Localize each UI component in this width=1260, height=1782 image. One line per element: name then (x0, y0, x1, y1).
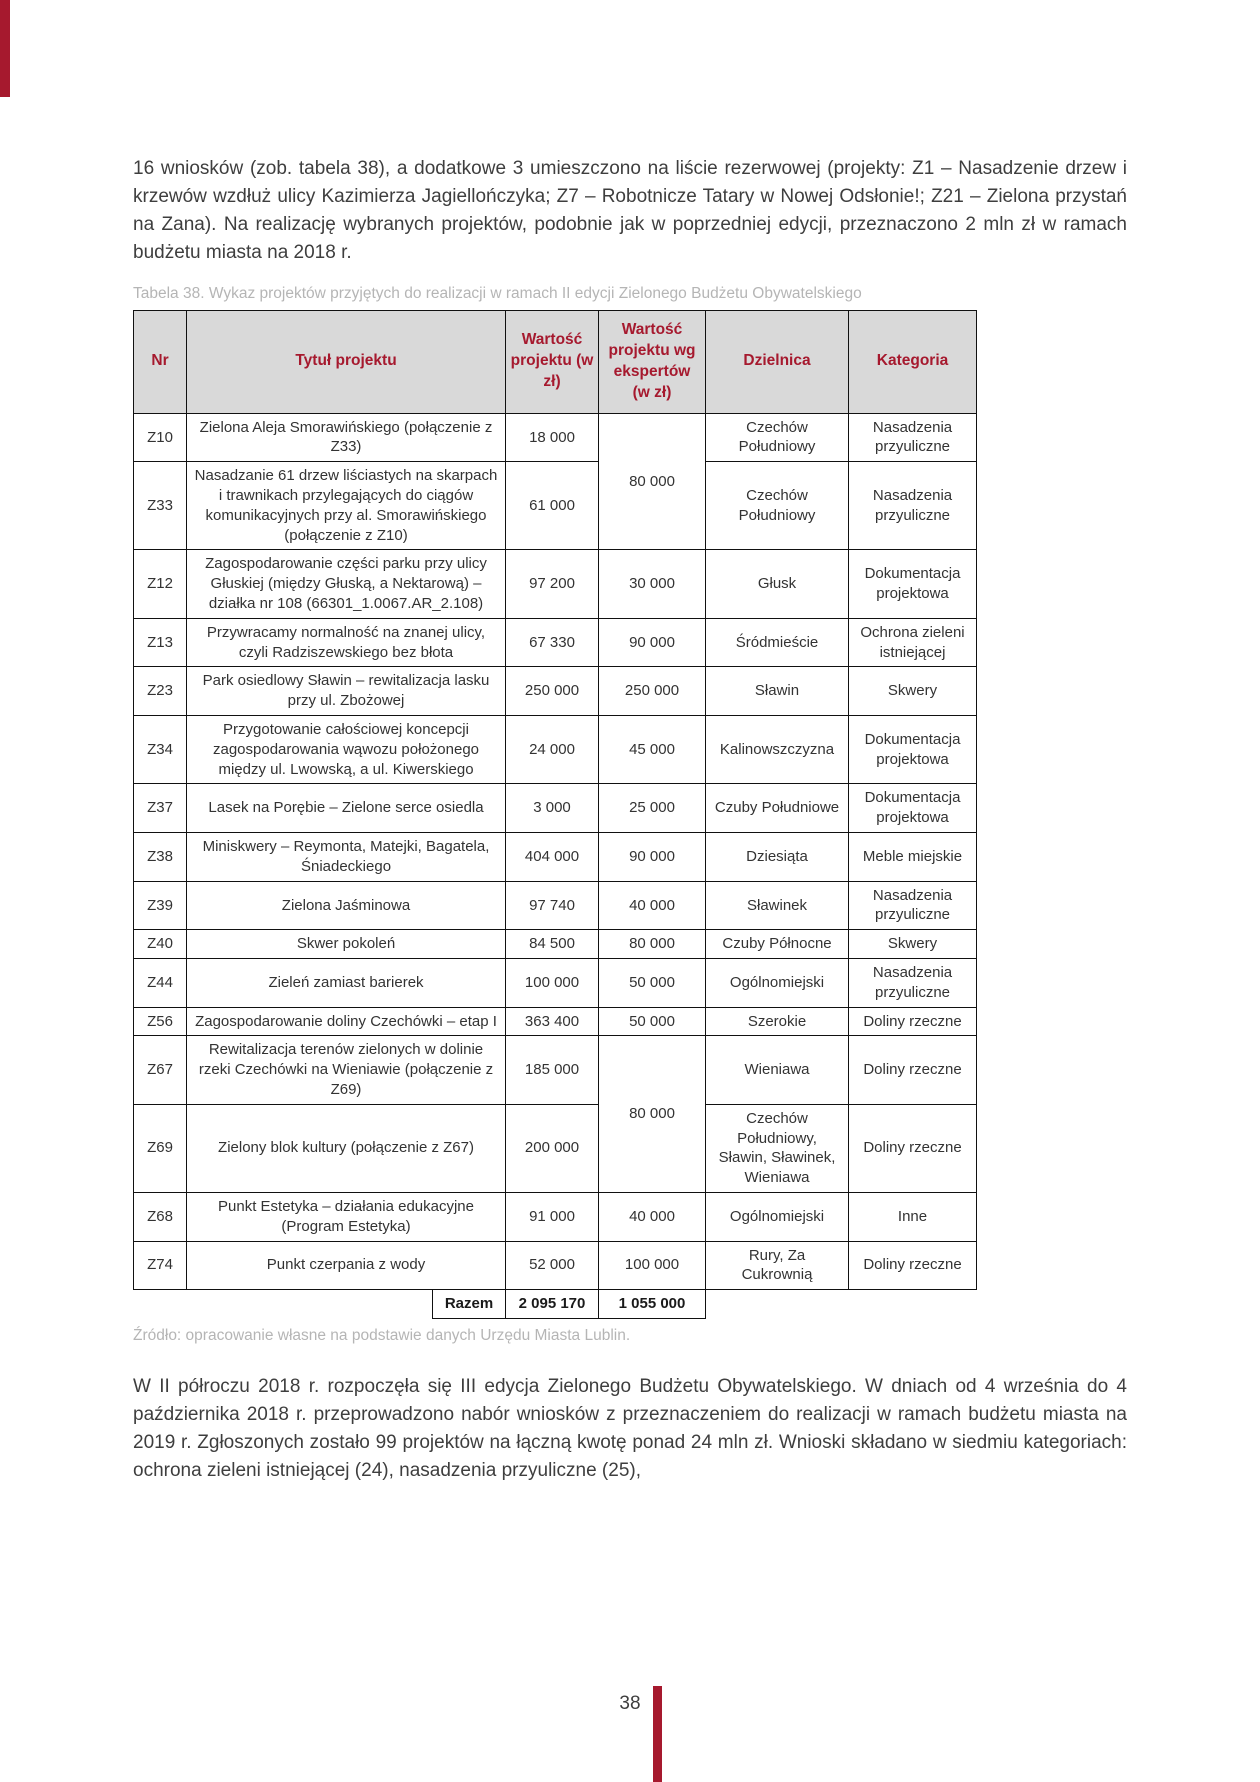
table-row (134, 1036, 977, 1104)
cell-expert-value: 90 000 (599, 618, 706, 667)
header-value: Wartość projektu (w zł) (506, 311, 599, 414)
total-expert-value: 1 055 000 (599, 1290, 706, 1319)
cell-expert-value: 250 000 (599, 667, 706, 716)
cell-district: Sławinek (706, 881, 849, 930)
cell-project-title: Lasek na Porębie – Zielone serce osiedla (187, 784, 506, 833)
cell-project-title: Przygotowanie całościowej koncepcji zagospodarowania wąwozu położonego między ul. Lwowską, a ul. Kiwerskiego (187, 716, 506, 784)
cell-project-title: Zielona Jaśminowa (187, 881, 506, 930)
cell-project-id: Z23 (134, 667, 187, 716)
cell-project-value: 200 000 (506, 1104, 599, 1192)
cell-project-title: Nasadzanie 61 drzew liściastych na skarpach i trawnikach przylegających do ciągów komunikacyjnych przy al. Smorawińskiego (połączenie z Z10) (187, 462, 506, 550)
cell-category: Ochrona zieleni istniejącej (849, 618, 977, 667)
header-district: Dzielnica (706, 311, 849, 414)
table-caption: Tabela 38. Wykaz projektów przyjętych do realizacji w ramach II edycji Zielonego Budżetu Obywatelskiego (133, 285, 862, 302)
cell-expert-value: 40 000 (599, 1192, 706, 1241)
cell-project-title: Przywracamy normalność na znanej ulicy, czyli Radziszewskiego bez błota (187, 618, 506, 667)
cell-district: Rury, Za Cukrownią (706, 1241, 849, 1290)
cell-project-value: 97 740 (506, 881, 599, 930)
cell-category: Nasadzenia przyuliczne (849, 462, 977, 550)
cell-category: Doliny rzeczne (849, 1036, 977, 1104)
cell-category: Skwery (849, 930, 977, 959)
cell-expert-value: 40 000 (599, 881, 706, 930)
cell-expert-value: 25 000 (599, 784, 706, 833)
cell-district: Czechów Południowy (706, 413, 849, 462)
cell-project-value: 84 500 (506, 930, 599, 959)
cell-project-id: Z56 (134, 1007, 187, 1036)
projects-table (133, 310, 977, 1319)
table-header-row (134, 311, 977, 414)
cell-project-title: Punkt czerpania z wody (187, 1241, 506, 1290)
cell-project-value: 52 000 (506, 1241, 599, 1290)
cell-category: Dokumentacja projektowa (849, 716, 977, 784)
cell-district: Czuby Południowe (706, 784, 849, 833)
cell-project-value: 185 000 (506, 1036, 599, 1104)
cell-project-id: Z13 (134, 618, 187, 667)
cell-category: Nasadzenia przyuliczne (849, 881, 977, 930)
source-note: Źródło: opracowanie własne na podstawie danych Urzędu Miasta Lublin. (133, 1326, 631, 1344)
cell-district: Ogólnomiejski (706, 959, 849, 1008)
table-row (134, 716, 977, 784)
total-spacer-right-2 (849, 1290, 977, 1319)
table-row (134, 462, 977, 550)
cell-district: Śródmieście (706, 618, 849, 667)
total-label: Razem (433, 1290, 506, 1319)
cell-project-id: Z39 (134, 881, 187, 930)
cell-expert-value: 30 000 (599, 550, 706, 618)
cell-project-value: 24 000 (506, 716, 599, 784)
cell-district: Głusk (706, 550, 849, 618)
cell-project-title: Punkt Estetyka – działania edukacyjne (Program Estetyka) (187, 1192, 506, 1241)
cell-project-value: 97 200 (506, 550, 599, 618)
total-spacer-left (134, 1290, 433, 1319)
cell-district: Wieniawa (706, 1036, 849, 1104)
table-row (134, 618, 977, 667)
cell-district: Czechów Południowy (706, 462, 849, 550)
cell-project-value: 61 000 (506, 462, 599, 550)
cell-category: Inne (849, 1192, 977, 1241)
cell-project-value: 100 000 (506, 959, 599, 1008)
table-row (134, 413, 977, 462)
cell-category: Nasadzenia przyuliczne (849, 413, 977, 462)
cell-project-title: Rewitalizacja terenów zielonych w dolinie rzeki Czechówki na Wieniawie (połączenie z Z69) (187, 1036, 506, 1104)
cell-district: Kalinowszczyzna (706, 716, 849, 784)
cell-project-title: Park osiedlowy Sławin – rewitalizacja lasku przy ul. Zbożowej (187, 667, 506, 716)
cell-category: Dokumentacja projektowa (849, 784, 977, 833)
cell-district: Czechów Południowy, Sławin, Sławinek, Wieniawa (706, 1104, 849, 1192)
cell-project-value: 250 000 (506, 667, 599, 716)
cell-project-id: Z44 (134, 959, 187, 1008)
cell-district: Ogólnomiejski (706, 1192, 849, 1241)
total-project-value: 2 095 170 (506, 1290, 599, 1319)
cell-project-id: Z33 (134, 462, 187, 550)
cell-expert-value: 50 000 (599, 1007, 706, 1036)
cell-project-id: Z69 (134, 1104, 187, 1192)
cell-district: Sławin (706, 667, 849, 716)
cell-expert-value: 45 000 (599, 716, 706, 784)
table-row (134, 881, 977, 930)
cell-category: Meble miejskie (849, 833, 977, 882)
cell-expert-value-merged: 80 000 (599, 413, 706, 550)
header-title: Tytuł projektu (187, 311, 506, 414)
intro-paragraph: 16 wniosków (zob. tabela 38), a dodatkowe 3 umieszczono na liście rezerwowej (projekty: Z1 – Nasadzenie drzew i krzewów wzdłuż ulicy Kazimierza Jagiellończyka; Z7 – Robotnicze Tatary w Nowej Odsłonie!; Z21 – Zielona przystań na Zana). Na realizację wybranych projektów, podobnie jak w poprzedniej edycji, przeznaczono 2 mln zł w ramach budżetu miasta na 2018 r. (133, 158, 1127, 263)
table-total-row (134, 1290, 977, 1319)
page-number: 38 (619, 1693, 641, 1714)
footer-accent-bar (653, 1686, 662, 1782)
cell-project-title: Skwer pokoleń (187, 930, 506, 959)
cell-district: Dziesiąta (706, 833, 849, 882)
cell-project-title: Zielona Aleja Smorawińskiego (połączenie z Z33) (187, 413, 506, 462)
table-row (134, 550, 977, 618)
cell-project-id: Z12 (134, 550, 187, 618)
cell-project-id: Z67 (134, 1036, 187, 1104)
cell-project-value: 18 000 (506, 413, 599, 462)
cell-project-id: Z68 (134, 1192, 187, 1241)
cell-expert-value-merged: 80 000 (599, 1036, 706, 1193)
closing-paragraph: W II półroczu 2018 r. rozpoczęła się III edycja Zielonego Budżetu Obywatelskiego. W dniach od 4 września do 4 października 2018 r. przeprowadzono nabór wniosków z przeznaczeniem do realizacji w ramach budżetu miasta na 2019 r. Zgłoszonych zostało 99 projektów na łączną kwotę ponad 24 mln zł. Wnioski składano w siedmiu kategoriach: ochrona zieleni istniejącej (24), nasadzenia przyuliczne (25), (133, 1375, 1127, 1481)
cell-project-id: Z40 (134, 930, 187, 959)
table-row (134, 784, 977, 833)
table-row (134, 667, 977, 716)
header-nr: Nr (134, 311, 187, 414)
table-row (134, 1007, 977, 1036)
table-row (134, 1241, 977, 1290)
cell-expert-value: 90 000 (599, 833, 706, 882)
cell-project-value: 3 000 (506, 784, 599, 833)
cell-category: Doliny rzeczne (849, 1007, 977, 1036)
table-row (134, 930, 977, 959)
cell-district: Szerokie (706, 1007, 849, 1036)
cell-expert-value: 50 000 (599, 959, 706, 1008)
cell-project-value: 91 000 (506, 1192, 599, 1241)
cell-expert-value: 100 000 (599, 1241, 706, 1290)
cell-project-title: Zielony blok kultury (połączenie z Z67) (187, 1104, 506, 1192)
table-row (134, 1192, 977, 1241)
cell-project-id: Z74 (134, 1241, 187, 1290)
table-row (134, 959, 977, 1008)
cell-category: Doliny rzeczne (849, 1241, 977, 1290)
cell-project-title: Zagospodarowanie doliny Czechówki – etap I (187, 1007, 506, 1036)
table-row (134, 1104, 977, 1192)
cell-project-title: Zagospodarowanie części parku przy ulicy Głuskiej (między Głuską, a Nektarową) – działka nr 108 (66301_1.0067.AR_2.108) (187, 550, 506, 618)
header-category: Kategoria (849, 311, 977, 414)
cell-project-value: 67 330 (506, 618, 599, 667)
page-content (133, 0, 1127, 1485)
cell-project-id: Z10 (134, 413, 187, 462)
cell-category: Skwery (849, 667, 977, 716)
cell-project-title: Zieleń zamiast barierek (187, 959, 506, 1008)
cell-project-id: Z38 (134, 833, 187, 882)
cell-project-id: Z34 (134, 716, 187, 784)
cell-category: Doliny rzeczne (849, 1104, 977, 1192)
cell-expert-value: 80 000 (599, 930, 706, 959)
cell-district: Czuby Północne (706, 930, 849, 959)
cell-project-value: 404 000 (506, 833, 599, 882)
cell-project-title: Miniskwery – Reymonta, Matejki, Bagatela, Śniadeckiego (187, 833, 506, 882)
cell-project-value: 363 400 (506, 1007, 599, 1036)
header-expert-value: Wartość projektu wg ekspertów (w zł) (599, 311, 706, 414)
cell-category: Dokumentacja projektowa (849, 550, 977, 618)
cell-project-id: Z37 (134, 784, 187, 833)
total-spacer-right-1 (706, 1290, 849, 1319)
cell-category: Nasadzenia przyuliczne (849, 959, 977, 1008)
top-accent-bar (0, 0, 10, 97)
table-row (134, 833, 977, 882)
